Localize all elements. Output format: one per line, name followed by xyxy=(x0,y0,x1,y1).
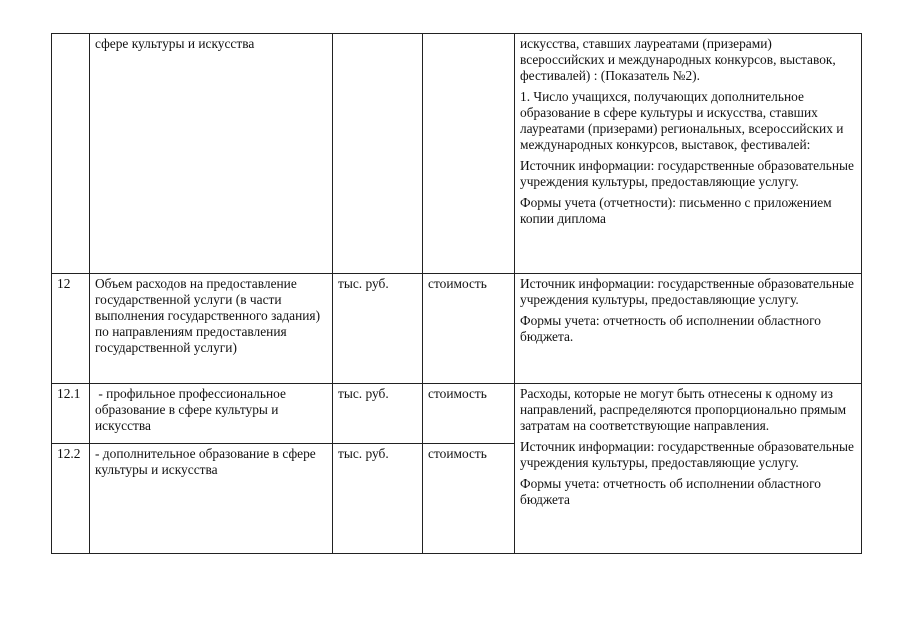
description-paragraph: Формы учета (отчетности): письменно с приложением копии диплома xyxy=(520,195,832,226)
method-cell: стоимость xyxy=(423,274,515,384)
unit-cell: тыс. руб. xyxy=(333,444,423,554)
method-cell: стоимость xyxy=(423,384,515,444)
description-cell xyxy=(515,34,862,274)
row-number: 12 xyxy=(52,274,90,384)
indicator-name: - профильное профессиональное образование в сфере культуры и искусства xyxy=(90,384,333,444)
indicator-name: сфере культуры и искусства xyxy=(90,34,333,274)
method-cell: стоимость xyxy=(423,444,515,554)
row-number: 12.1 xyxy=(52,384,90,444)
unit-cell: тыс. руб. xyxy=(333,384,423,444)
indicator-name: - дополнительное образование в сфере культуры и искусства xyxy=(90,444,333,554)
indicator-name: Объем расходов на предоставление государственной услуги (в части выполнения государственного задания) по направлениям предоставления государственной услуги) xyxy=(90,274,333,384)
unit-cell: тыс. руб. xyxy=(333,274,423,384)
description-paragraph: Источник информации: государственные образовательные учреждения культуры, предоставляющие услугу. xyxy=(520,158,854,189)
description-paragraph: 1. Число учащихся, получающих дополнительное образование в сфере культуры и искусства, ставших лауреатами (призерами) региональных, всероссийских и международных конкурсов, выставок, фестивалей: xyxy=(520,89,844,152)
table-row xyxy=(52,34,862,274)
unit-cell xyxy=(333,34,423,274)
shared-description-cell xyxy=(515,384,862,554)
row-number: 12.2 xyxy=(52,444,90,554)
description-paragraph: Формы учета: отчетность об исполнении областного бюджета. xyxy=(520,313,821,344)
description-paragraph: Источник информации: государственные образовательные учреждения культуры, предоставляющие услугу. xyxy=(520,276,854,307)
table-row xyxy=(52,384,862,444)
description-paragraph: Расходы, которые не могут быть отнесены к одному из направлений, распределяются пропорционально прямым затратам на соответствующие направления. xyxy=(520,386,847,433)
description-paragraph: искусства, ставших лауреатами (призерами) всероссийских и международных конкурсов, выставок, фестивалей) : (Показатель №2). xyxy=(520,36,836,83)
method-cell xyxy=(423,34,515,274)
description-cell xyxy=(515,274,862,384)
row-number xyxy=(52,34,90,274)
indicators-table xyxy=(51,33,862,554)
description-paragraph: Источник информации: государственные образовательные учреждения культуры, предоставляющие услугу. xyxy=(520,439,854,470)
table-row xyxy=(52,274,862,384)
description-paragraph: Формы учета: отчетность об исполнении областного бюджета xyxy=(520,476,821,507)
